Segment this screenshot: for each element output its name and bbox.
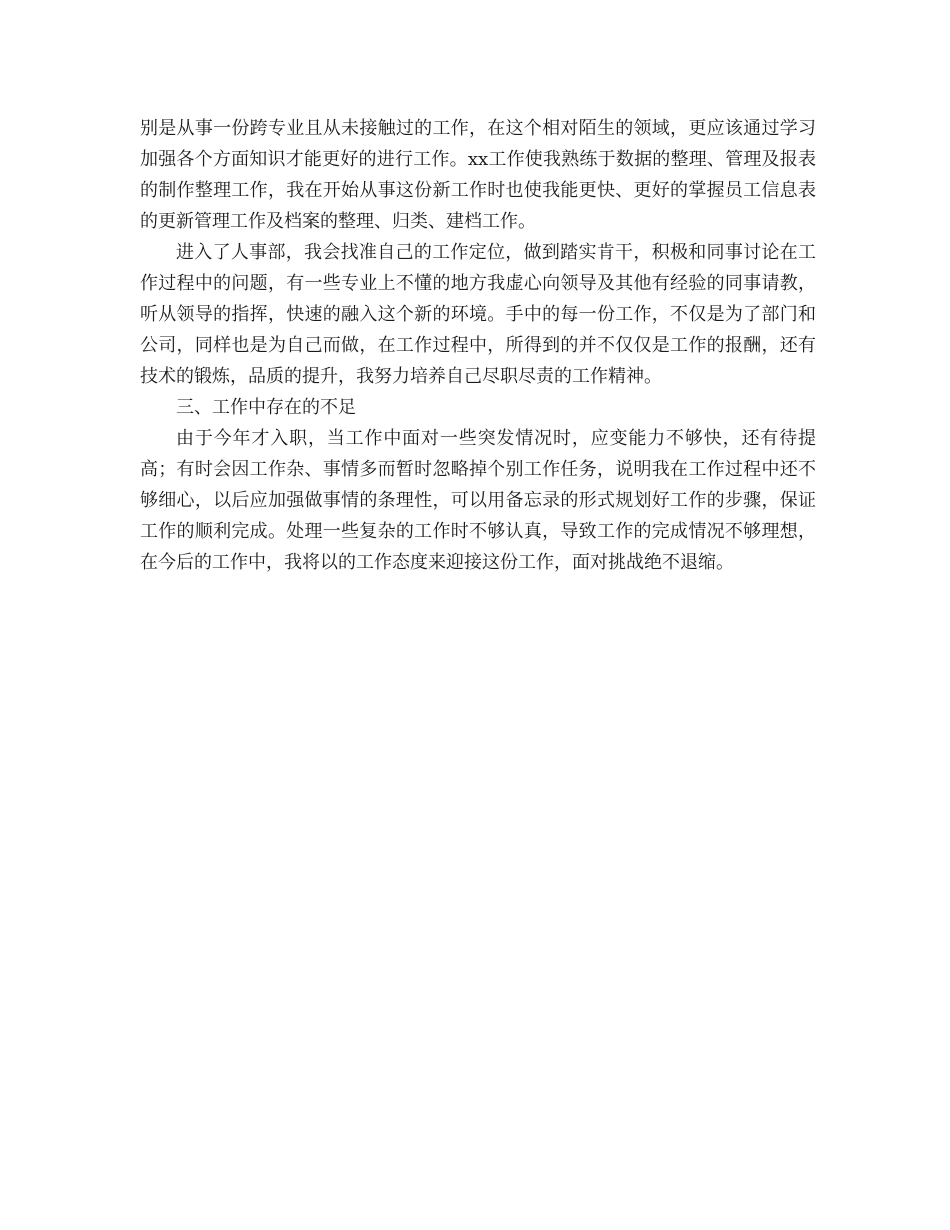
section-heading-shortcomings: 三、工作中存在的不足 [176, 397, 356, 418]
paragraph-shortcomings: 由于今年才入职，当工作中面对一些突发情况时，应变能力不够快，还有待提高；有时会因工作杂、事情多而暂时忽略掉个别工作任务，说明我在工作过程中还不够细心，以后应加强做事情的条理性，可以用备忘录的形式规划好工作的步骤，保证工作的顺利完成。处理一些复杂的工作时不够认真，导致工作的完成情况不够理想，在今后的工作中，我将以的工作态度来迎接这份工作，面对挑战绝不退缩。 [140, 428, 816, 573]
paragraph-hr-department: 进入了人事部，我会找准自己的工作定位，做到踏实肯干，积极和同事讨论在工作过程中的问题，有一些专业上不懂的地方我虚心向领导及其他有经验的同事请教，听从领导的指挥，快速的融入这个新的环境。手中的每一份工作，不仅是为了部门和公司，同样也是为自己而做，在工作过程中，所得到的并不仅仅是工作的报酬，还有技术的锻炼，品质的提升，我努力培养自己尽职尽责的工作精神。 [140, 242, 816, 387]
paragraph-continuation: 别是从事一份跨专业且从未接触过的工作，在这个相对陌生的领域，更应该通过学习加强各个方面知识才能更好的进行工作。xx工作使我熟练于数据的整理、管理及报表的制作整理工作，我在开始从事这份新工作时也使我能更快、更好的掌握员工信息表的更新管理工作及档案的整理、归类、建档工作。 [140, 118, 816, 232]
document-body [140, 113, 816, 578]
